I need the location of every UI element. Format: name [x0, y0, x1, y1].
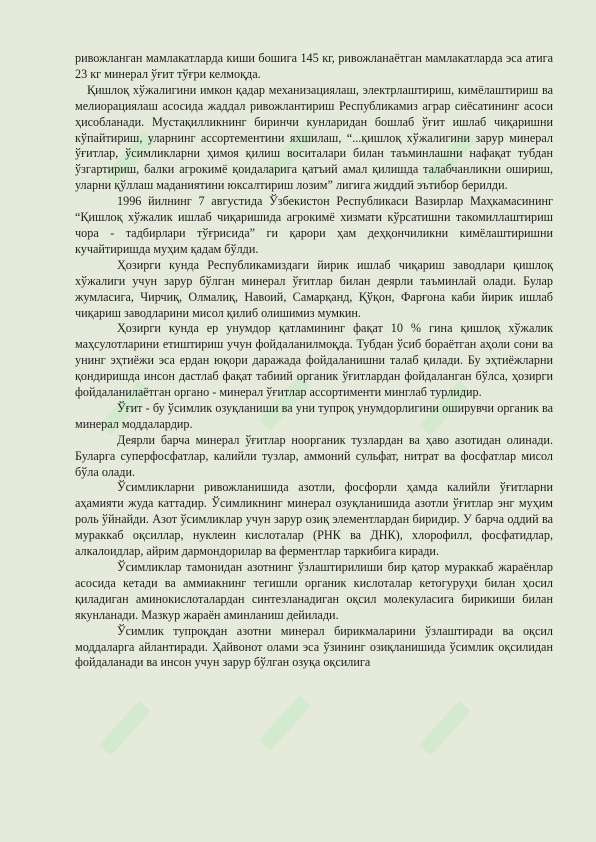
document-body — [75, 51, 553, 671]
paragraph-4: Ҳозирги кунда Республикамиздаги йирик ишлаб чиқариш заводлари қишлоқ хўжалиги учун зарур бўлган минерал ўғитлар билан деярли таъминлай олади. Булар жумласига, Чирчиқ, Олмалиқ, Навоий, Самарқанд, Қўқон, Фарғона каби йирик ишлаб чиқариш заводларини мисол қилиб олишимиз мумкин. — [75, 257, 553, 320]
paragraph-1: ривожланган мамлакатларда киши бошига 145 кг, ривожланаётган мамлакатларда эса атига 23 кг минерал ўғит тўғри келмоқда. — [75, 51, 553, 81]
paragraph-10: Ўсимлик тупроқдан азотни минерал бирикмаларини ўзлаштиради ва оқсил моддаларга айлантиради. Ҳайвонот олами эса ўзининг озиқланишида ўсимлик оқсилидан фойдаланади ва инсон учун зарур бўлган озуқа оқсилига — [75, 623, 553, 670]
paragraph-6: Ўғит - бу ўсимлик озуқланиши ва уни тупроқ унумдорлигини оширувчи органик ва минерал моддалардир. — [75, 400, 553, 431]
paragraph-2: Қишлоқ хўжалигини имкон қадар механизациялаш, электрлаштириш, кимёлаштириш ва мелиорациялаш асосида жаддал ривожлантириш Республикамиз аграр сиёсатининг асоси ҳисобланади. Мустақилликнинг биринчи кунларидан бошлаб ўғит ишлаб чиқаришни кўпайтириш, уларнинг ассортементини яхшилаш, “...қишлоқ хўжалигини зарур минерал ўғитлар, ўсимликларни ҳимоя қилиш воситалари билан таъминлашни нафақат тубдан ўзгартириш, балки агрокимё қоидаларига қатъий амал қилишда талабчанликни ошириш, уларни қўллаш маданиятини юксалтириш лозим” лигига жиддий эътибор берилди. — [75, 82, 553, 193]
paragraph-5: Ҳозирги кунда ер унумдор қатламининг фақат 10 % гина қишлоқ хўжалик маҳсулотларини етиштириш учун фойдаланилмоқда. Тубдан ўсиб бораётган аҳоли сони ва унинг эҳтиёжи эса ердан юқори даражада фойдаланишни талаб қилади. Бу эҳтиёжларни қондиришда инсон дастлаб фақат табиий органик ўғитлардан фойдаланган бўлса, ҳозирги фойдаланилаётган органо - минерал ўғитлар ассортименти минглаб турлидир. — [75, 321, 553, 400]
paragraph-3: 1996 йилнинг 7 августида Ўзбекистон Республикаси Вазирлар Маҳкамасининг “Қишлоқ хўжалик ишлаб чиқаришида агрокимё хизмати кўрсатишни такомиллаштириш чора - тадбирлари тўғрисида” ги қарори ҳам деҳқончиликни кимёлаштиришни кучайтиришда муҳим қадам бўлди. — [75, 194, 553, 256]
paragraph-9: Ўсимликлар тамонидан азотнинг ўзлаштирилиши бир қатор мураккаб жараёнлар асосида кетади ва аммиакнинг тегишли органик кислоталар кетогуруҳи билан ҳосил қиладиган аминокислоталардан синтезланадиган оқсил молекуласига бирикиши билан якунланади. Мазкур жараён аминланиш дейилади. — [75, 560, 553, 622]
paragraph-8: Ўсимликларни ривожланишида азотли, фосфорли ҳамда калийли ўғитларни аҳамияти жуда каттадир. Ўсимликнинг минерал озуқланишида азотли ўғитлар энг муҳим роль ўйнайди. Азот ўсимликлар учун зарур озиқ элементлардан биридир. У барча оддий ва мураккаб оқсиллар, нуклеин кислоталар (РНК ва ДНК), хлорофилл, фосфатидлар, алкалоидлар, айрим дармондорилар ва ферментлар таркибига киради. — [75, 480, 553, 559]
paragraph-7: Деярли барча минерал ўғитлар ноорганик тузлардан ва ҳаво азотидан олинади. Буларга суперфосфатлар, калийли тузлар, аммоний сульфат, нитрат ва фосфатлар мисол бўла олади. — [75, 432, 553, 479]
